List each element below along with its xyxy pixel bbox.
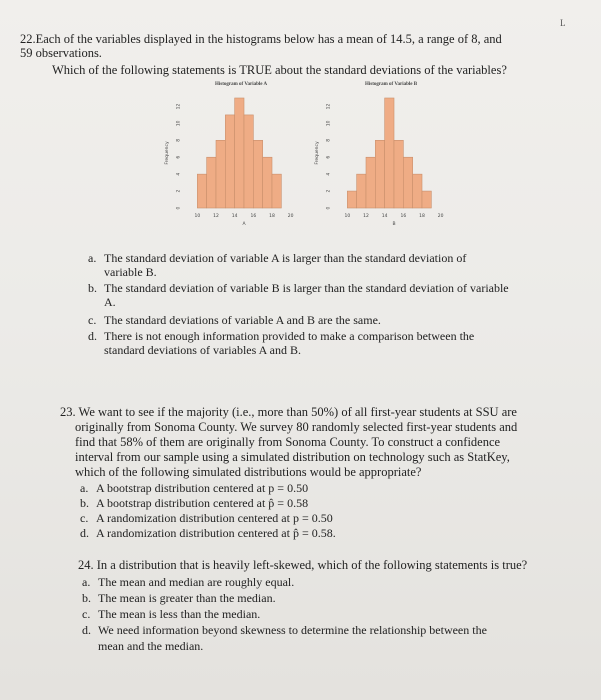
histogram-b-x-tick-label: 18: [419, 214, 425, 219]
histogram-a-x-tick-label: 20: [287, 214, 294, 219]
histogram-b-bar: [413, 174, 422, 208]
option-letter: d.: [80, 526, 89, 540]
histogram-a-ylabel: Frequency: [165, 141, 170, 165]
histogram-b-bar: [366, 157, 375, 208]
histogram-b-x-tick-label: 14: [381, 214, 388, 219]
histogram-a-x-tick-label: 10: [194, 214, 201, 219]
histogram-a-x-tick-label: 16: [250, 214, 257, 219]
option-text: A bootstrap distribution centered at p = 0.50: [96, 481, 309, 495]
histogram-a-y-tick-label: 4: [176, 172, 182, 176]
option-text: The standard deviation of variable B is larger than the standard deviation of variable: [104, 281, 509, 295]
histogram-b-title: Histogram of Variable B: [365, 82, 418, 87]
option-text: The mean is less than the median.: [98, 607, 261, 621]
option-23b[interactable]: [80, 496, 308, 510]
option-text: A randomization distribution centered at p̂ = 0.58.: [96, 526, 336, 540]
option-text: A bootstrap distribution centered at p̂ = 0.58: [96, 496, 309, 510]
histogram-b-x-tick-label: 16: [400, 214, 407, 219]
question-24-prompt: 24. In a distribution that is heavily left-skewed, which of the following statements is true?: [78, 558, 528, 572]
histogram-a-y-tick-label: 0: [176, 206, 182, 210]
histogram-a-bar: [253, 140, 262, 208]
question-23-line: find that 58% of them are originally from Sonoma County. To construct a confidence: [75, 435, 501, 449]
option-22d[interactable]: [88, 329, 474, 343]
histogram-a-x-tick-label: 14: [231, 214, 238, 219]
option-text: The mean and median are roughly equal.: [98, 575, 295, 589]
question-22-line: 22.Each of the variables displayed in the histograms below has a mean of 14.5, a range of 8, and: [20, 32, 502, 46]
histogram-a-bar: [207, 157, 216, 208]
histogram-b-y-tick-label: 10: [326, 120, 332, 127]
option-text: The standard deviations of variable A and B are the same.: [104, 313, 381, 327]
option-letter: d.: [88, 329, 97, 343]
histogram-b-x-tick-label: 20: [437, 214, 444, 219]
option-text: The mean is greater than the median.: [98, 591, 276, 605]
histogram-a-x-tick-label: 12: [213, 214, 219, 219]
option-23a[interactable]: [80, 481, 308, 495]
option-letter: c.: [88, 313, 97, 327]
histogram-a-bar: [225, 115, 234, 208]
option-22a[interactable]: [88, 251, 466, 265]
histogram-a-bar: [216, 140, 225, 208]
histogram-b-bar: [385, 98, 394, 208]
option-letter: c.: [80, 511, 89, 525]
option-letter: a.: [80, 481, 89, 495]
histogram-a-bar: [272, 174, 281, 208]
histogram-b-y-tick-label: 4: [326, 172, 332, 176]
histogram-b-y-tick-label: 2: [326, 189, 332, 193]
histogram-b: [310, 80, 460, 240]
histogram-a-bar: [263, 157, 272, 208]
option-text: A randomization distribution centered at p = 0.50: [96, 511, 333, 525]
histogram-b-bar: [347, 191, 356, 208]
option-letter: d.: [82, 623, 91, 637]
question-23-line: interval from our sample using a simulated distribution on technology such as StatKey,: [75, 450, 510, 464]
histogram-a-y-tick-label: 12: [176, 103, 182, 110]
option-text: There is not enough information provided to make a comparison between the: [104, 329, 475, 343]
option-24d[interactable]: [82, 623, 487, 637]
option-22d-cont: standard deviations of variables A and B.: [104, 343, 301, 357]
question-23-line: which of the following simulated distributions would be appropriate?: [75, 465, 422, 479]
histogram-b-x-tick-label: 10: [344, 214, 351, 219]
histogram-a-y-tick-label: 2: [176, 189, 182, 193]
histogram-b-y-tick-label: 12: [326, 103, 332, 110]
histogram-b-plot: [310, 80, 460, 240]
option-letter: a.: [82, 575, 91, 589]
histogram-a-x-tick-label: 18: [269, 214, 275, 219]
option-22b[interactable]: [88, 281, 509, 295]
page-marker: L: [560, 18, 566, 28]
option-letter: a.: [88, 251, 97, 265]
histogram-a-plot: [160, 80, 310, 240]
histogram-a-bar: [235, 98, 244, 208]
histogram-a: [160, 80, 310, 240]
option-24a[interactable]: [82, 575, 294, 589]
option-23c[interactable]: [80, 511, 333, 525]
option-22c[interactable]: [88, 313, 381, 327]
histogram-a-title: Histogram of Variable A: [215, 82, 268, 87]
histogram-a-bar: [197, 174, 206, 208]
question-23-line: originally from Sonoma County. We survey 80 randomly selected first-year students and: [75, 420, 518, 434]
option-letter: c.: [82, 607, 91, 621]
histogram-a-y-tick-label: 6: [176, 155, 182, 159]
option-letter: b.: [80, 496, 89, 510]
histogram-b-y-tick-label: 8: [326, 138, 332, 142]
histogram-b-ylabel: Frequency: [315, 141, 320, 165]
option-text: We need information beyond skewness to determine the relationship between the: [98, 623, 487, 637]
question-22-line: 59 observations.: [20, 46, 102, 60]
option-22b-cont: A.: [104, 295, 116, 309]
option-24c[interactable]: [82, 607, 260, 621]
histogram-b-bar: [394, 140, 403, 208]
histogram-b-y-tick-label: 0: [326, 206, 332, 210]
histogram-b-bar: [403, 157, 412, 208]
histogram-b-xlabel: B: [392, 222, 396, 227]
histogram-b-y-tick-label: 6: [326, 155, 332, 159]
question-23-line: 23. We want to see if the majority (i.e., more than 50%) of all first-year students at SSU are: [60, 405, 517, 419]
histogram-b-bar: [422, 191, 431, 208]
option-23d[interactable]: [80, 526, 336, 540]
option-24b[interactable]: [82, 591, 276, 605]
histogram-b-bar: [357, 174, 366, 208]
option-text: The standard deviation of variable A is larger than the standard deviation of: [104, 251, 467, 265]
histogram-b-bar: [375, 140, 384, 208]
histogram-a-y-tick-label: 10: [176, 120, 182, 127]
option-24d-cont: mean and the median.: [98, 639, 204, 653]
option-22a-cont: variable B.: [104, 265, 157, 279]
option-letter: b.: [88, 281, 97, 295]
histogram-b-x-tick-label: 12: [363, 214, 369, 219]
histogram-a-bar: [244, 115, 253, 208]
option-letter: b.: [82, 591, 91, 605]
question-22-prompt: Which of the following statements is TRUE about the standard deviations of the variables?: [52, 63, 507, 77]
histogram-a-xlabel: A: [242, 222, 246, 227]
histogram-a-y-tick-label: 8: [176, 138, 182, 142]
